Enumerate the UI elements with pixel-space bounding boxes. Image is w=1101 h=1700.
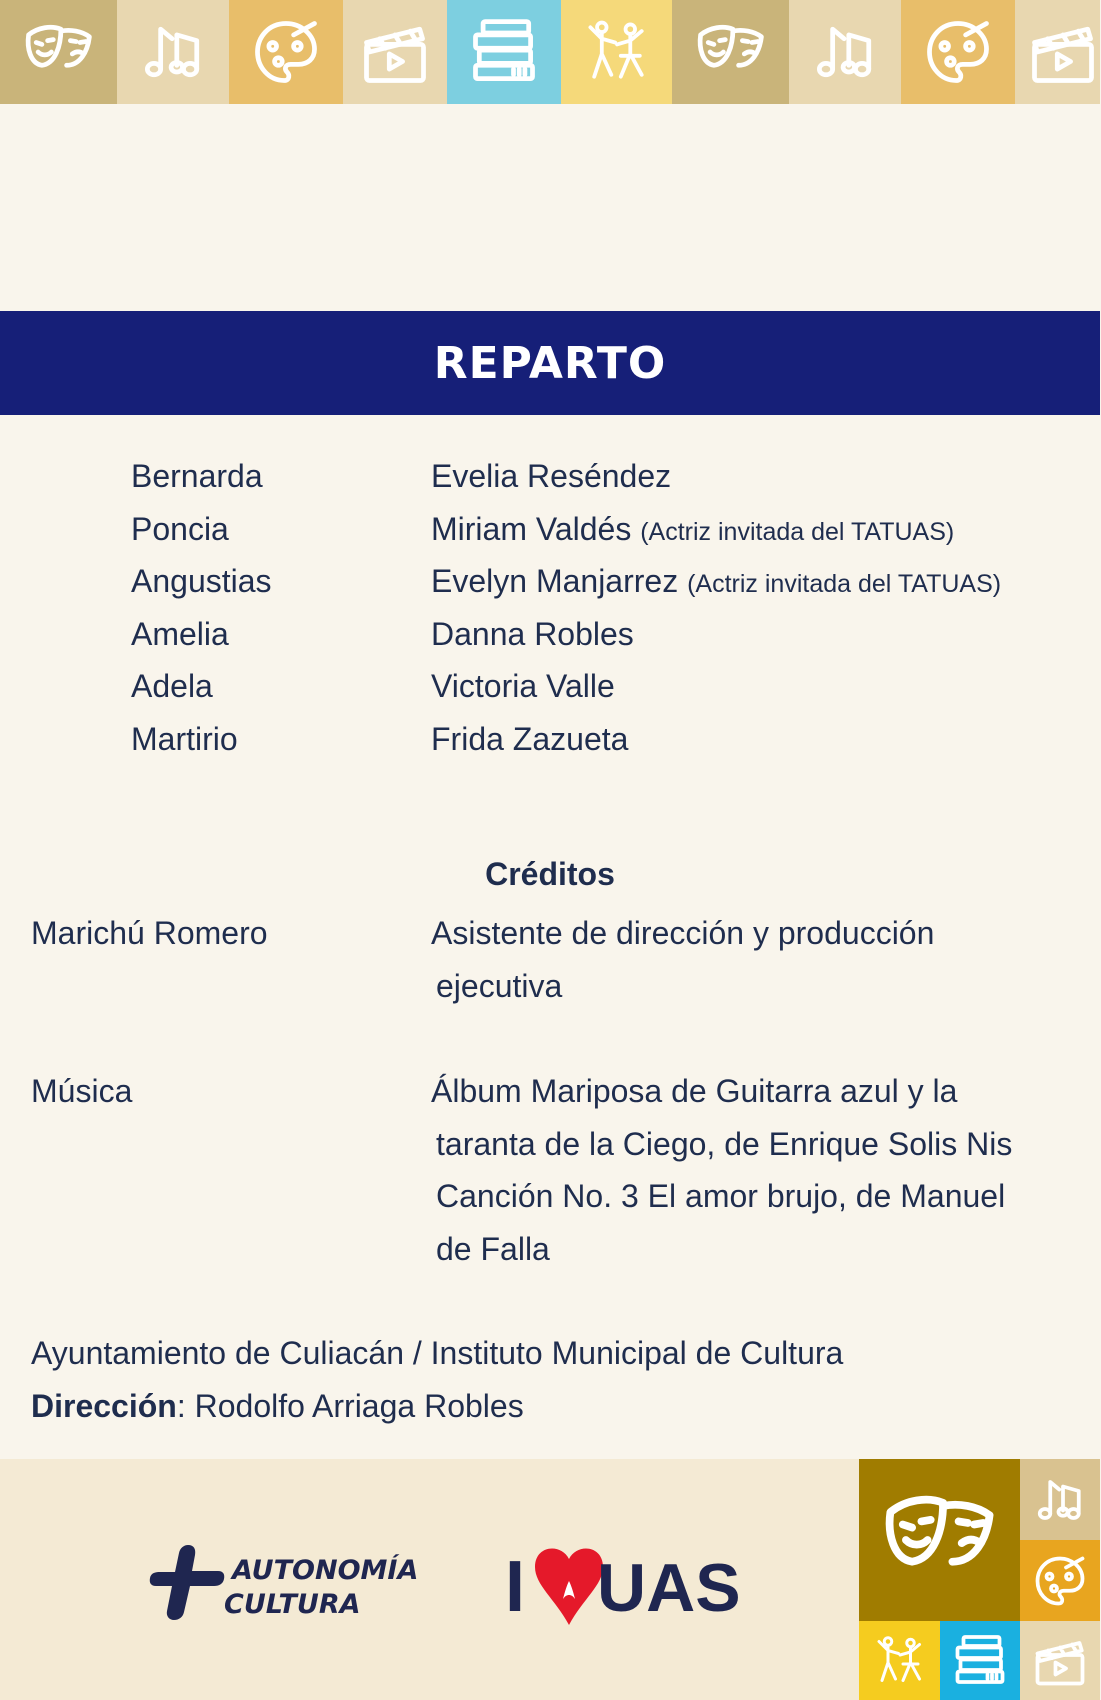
actor-note: (Actriz invitada del TATUAS) bbox=[687, 570, 1002, 599]
music-notes-icon bbox=[1030, 1470, 1090, 1530]
tile-theater-2 bbox=[672, 0, 789, 104]
cast-row bbox=[0, 660, 1100, 713]
palette-icon bbox=[920, 14, 996, 90]
actor-name: Danna Robles bbox=[431, 615, 634, 652]
clapperboard-icon bbox=[1025, 14, 1101, 90]
palette-icon bbox=[248, 14, 324, 90]
organization-block bbox=[31, 1327, 843, 1432]
tile-palette bbox=[229, 0, 343, 104]
footer bbox=[0, 1459, 1100, 1700]
cast-row bbox=[0, 555, 1100, 608]
credit-label: Marichú Romero bbox=[31, 915, 268, 951]
director-line bbox=[31, 1380, 843, 1433]
director-name: : Rodolfo Arriaga Robles bbox=[176, 1387, 524, 1424]
cast-row bbox=[0, 450, 1100, 503]
cast-actor bbox=[431, 660, 615, 712]
logo-text-2: CULTURA bbox=[224, 1589, 361, 1620]
tile-dance bbox=[561, 0, 672, 104]
theater-masks-icon bbox=[878, 1478, 1002, 1602]
tile-film bbox=[343, 0, 447, 104]
actor-name: Evelia Reséndez bbox=[431, 458, 672, 494]
cast-role: Angustias bbox=[131, 563, 272, 600]
section-title: REPARTO bbox=[433, 337, 667, 389]
credit-label: Música bbox=[31, 1073, 133, 1109]
cast-actor bbox=[431, 713, 628, 765]
logo-i: I bbox=[505, 1547, 526, 1627]
credits-title: Créditos bbox=[485, 856, 615, 892]
actor-name: Miriam Valdés bbox=[431, 510, 632, 547]
clapperboard-icon bbox=[357, 14, 433, 90]
actor-note: (Actriz invitada del TATUAS) bbox=[640, 517, 955, 546]
books-icon bbox=[950, 1631, 1010, 1691]
top-icon-strip bbox=[0, 0, 1100, 104]
music-notes-icon bbox=[807, 14, 883, 90]
cast-role: Poncia bbox=[131, 510, 229, 547]
theater-masks-icon bbox=[21, 14, 97, 90]
credit-line: Canción No. 3 El amor brujo, de Manuel bbox=[436, 1178, 1006, 1215]
tile-music-2 bbox=[789, 0, 901, 104]
books-icon bbox=[466, 14, 542, 90]
credit-line: de Falla bbox=[436, 1230, 550, 1267]
tile-music bbox=[117, 0, 229, 104]
director-label: Dirección bbox=[31, 1387, 177, 1424]
cast-role: Bernarda bbox=[131, 458, 263, 494]
logo-uas-text: UAS bbox=[597, 1550, 741, 1626]
credit-line: Asistente de dirección y producción bbox=[431, 915, 935, 951]
cast-actor bbox=[431, 608, 634, 660]
organization-name: Ayuntamiento de Culiacán / Instituto Municipal de Cultura bbox=[31, 1335, 844, 1371]
tile-theater bbox=[0, 0, 117, 104]
autonomia-cultura-logo bbox=[150, 1539, 420, 1629]
footer-tile-books bbox=[940, 1621, 1020, 1700]
footer-tile-theater bbox=[859, 1459, 1020, 1621]
cast-row bbox=[0, 608, 1100, 661]
credit-value bbox=[431, 1065, 1071, 1275]
credit-value bbox=[431, 907, 1071, 1012]
tile-film-2 bbox=[1015, 0, 1100, 104]
actor-name: Evelyn Manjarrez bbox=[431, 563, 679, 600]
footer-tile-film bbox=[1020, 1621, 1100, 1700]
cast-role: Martirio bbox=[131, 720, 238, 757]
cast-list bbox=[0, 450, 1100, 766]
i-love-uas-logo bbox=[505, 1529, 741, 1639]
footer-icon-grid bbox=[859, 1459, 1100, 1700]
cast-actor bbox=[431, 450, 671, 502]
logo-text-1: AUTONOMÍA bbox=[232, 1555, 419, 1586]
cast-row bbox=[0, 503, 1100, 556]
actor-name: Frida Zazueta bbox=[431, 720, 629, 757]
clapperboard-icon bbox=[1030, 1631, 1090, 1691]
credit-line: Álbum Mariposa de Guitarra azul y la bbox=[431, 1073, 958, 1109]
footer-tile-music bbox=[1020, 1459, 1100, 1540]
cast-role: Adela bbox=[131, 668, 213, 705]
cast-role: Amelia bbox=[131, 615, 229, 652]
music-notes-icon bbox=[135, 14, 211, 90]
actor-name: Victoria Valle bbox=[431, 668, 615, 705]
tile-books bbox=[447, 0, 561, 104]
cast-actor bbox=[431, 555, 1001, 610]
cast-row bbox=[0, 713, 1100, 766]
dancers-icon bbox=[579, 14, 655, 90]
cast-actor bbox=[431, 503, 954, 558]
reparto-banner bbox=[0, 311, 1100, 415]
footer-tile-dance bbox=[859, 1621, 940, 1700]
palette-icon bbox=[1030, 1551, 1090, 1611]
credit-line: taranta de la Ciego, de Enrique Solis Nis bbox=[436, 1125, 1013, 1162]
theater-masks-icon bbox=[693, 14, 769, 90]
tile-palette-2 bbox=[901, 0, 1015, 104]
credit-line: ejecutiva bbox=[436, 967, 563, 1004]
dancers-icon bbox=[870, 1631, 930, 1691]
footer-tile-palette bbox=[1020, 1540, 1100, 1621]
